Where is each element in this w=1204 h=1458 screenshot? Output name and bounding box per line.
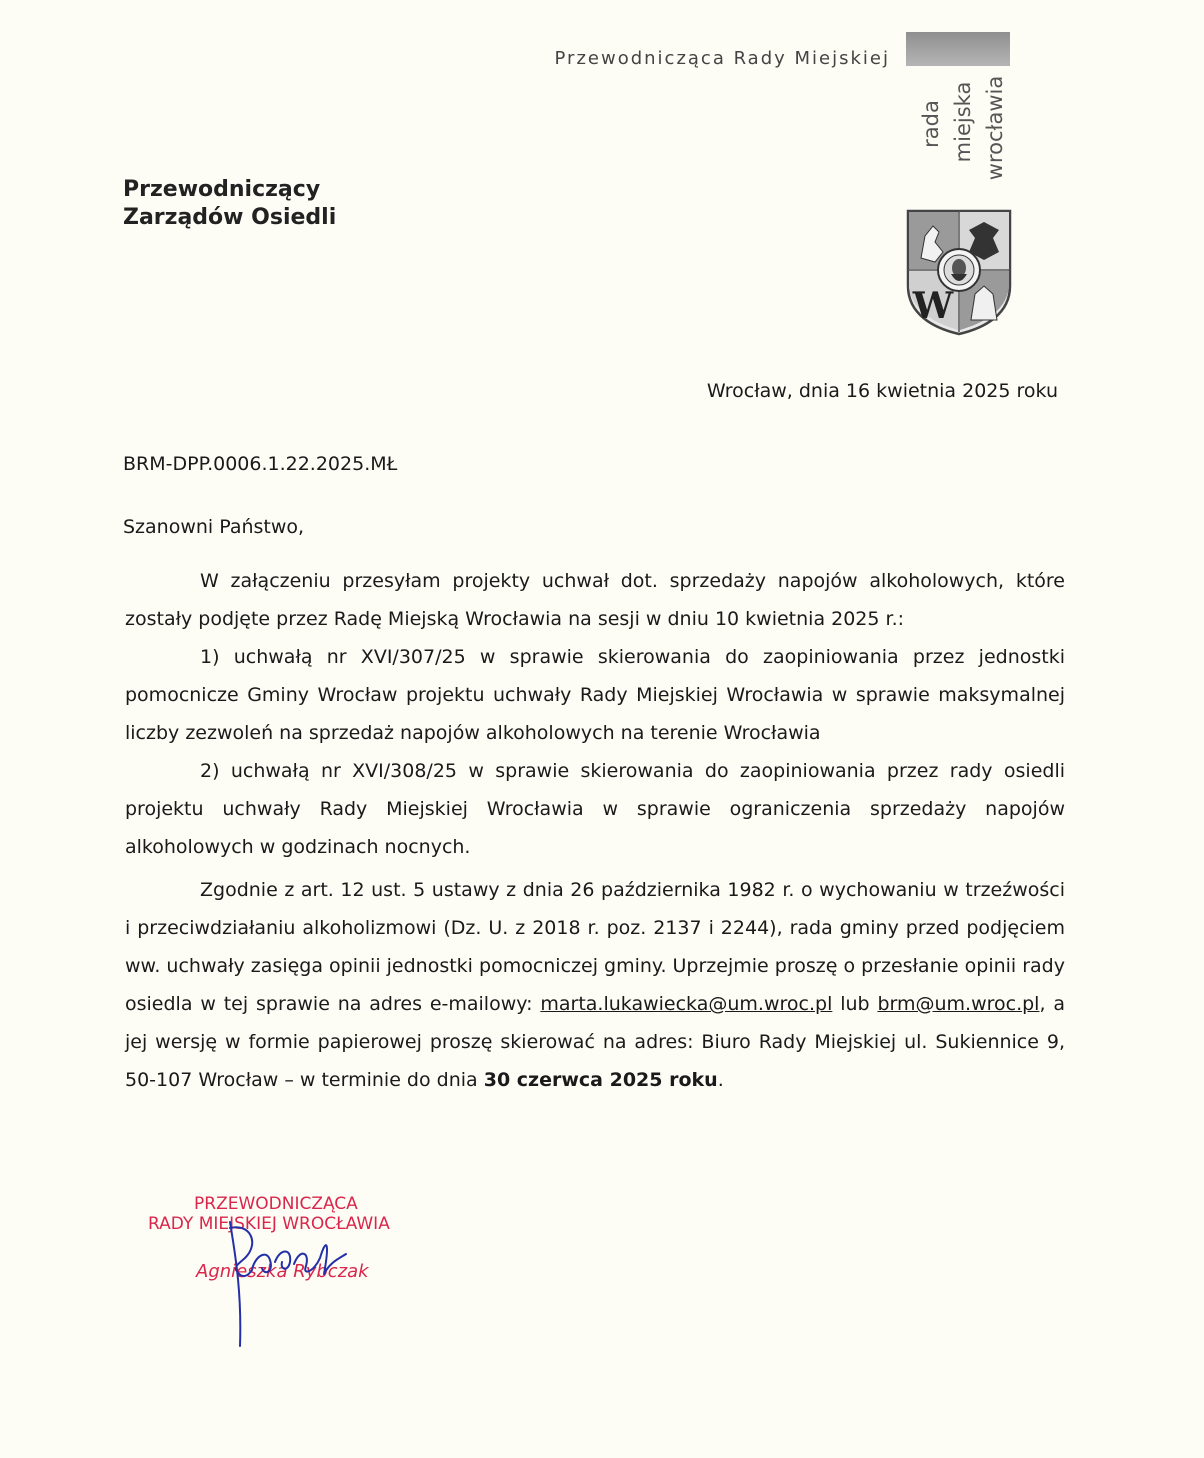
stamp-name: Agnieszka Rybczak <box>196 1261 369 1282</box>
resolution-item-1: 1) uchwałą nr XVI/307/25 w sprawie skierowania do zaopiniowania przez jednostki pomocnicze Gminy Wrocław projektu uchwały Rady Miejskiej Wrocławia w sprawie maksymalnej liczby zezwoleń na sprzedaż napojów alkoholowych na terenie Wrocławia <box>125 646 1065 744</box>
stamp-title-line-2: RADY MIEJSKIEJ WROCŁAWIA <box>148 1214 390 1234</box>
addressee-line-2: Zarządów Osiedli <box>123 205 337 230</box>
reference-number: BRM-DPP.0006.1.22.2025.MŁ <box>123 453 398 475</box>
addressee-line-1: Przewodniczący <box>123 177 321 202</box>
body-paragraph-2-start: Zgodnie z art. 12 ust. 5 ustawy z dnia 26 października 1982 r. o wychowaniu w trzeźwości i przeciwdziałaniu alkoholizmowi (Dz. U. z 2018 r. poz. 2137 i 2244), rada gminy przed podjęciem ww. uchwały zasięga opinii jednostki pomocniczej gminy. Uprzejmie proszę o przesłanie opinii rady osiedla w tej sprawie na adres e-mailowy: <box>125 879 1065 1015</box>
addressee-block <box>123 176 336 232</box>
letter-body <box>125 562 1065 1099</box>
letterhead-brand-text <box>906 70 1010 194</box>
body-paragraph-1: W załączeniu przesyłam projekty uchwał dot. sprzedaży napojów alkoholowych, które zostały podjęte przez Radę Miejską Wrocławia na sesji w dniu 10 kwietnia 2025 r.: <box>125 570 1065 630</box>
letterhead-brand-bar <box>906 32 1010 66</box>
crest-letter: W <box>912 285 954 327</box>
email-link-2[interactable]: brm@um.wroc.pl <box>877 993 1040 1015</box>
deadline-date: 30 czerwca 2025 roku <box>483 1069 718 1091</box>
letter-date: Wrocław, dnia 16 kwietnia 2025 roku <box>706 380 1058 402</box>
stamp-title-line-1: PRZEWODNICZĄCA <box>194 1194 358 1214</box>
body-paragraph-2-or: lub <box>832 993 878 1015</box>
email-link-1[interactable]: marta.lukawiecka@um.wroc.pl <box>540 993 833 1015</box>
body-paragraph-2 <box>125 871 1065 1099</box>
letterhead-title: Przewodnicząca Rady Miejskiej <box>554 48 890 69</box>
body-paragraph-2-end: . <box>717 1069 724 1091</box>
brand-line-2: miejska <box>951 81 975 163</box>
brand-line-3: wrocławia <box>983 75 1007 181</box>
handwritten-signature <box>190 1218 380 1348</box>
body-paragraph-2-mid: , a jej wersję w formie papierowej proszę skierować na adres: Biuro Rady Miejskiej ul. Sukiennice 9, 50-107 Wrocław – w terminie do dnia <box>125 993 1066 1091</box>
resolution-item-2: 2) uchwałą nr XVI/308/25 w sprawie skierowania do zaopiniowania przez rady osiedli projektu uchwały Rady Miejskiej Wrocławia w sprawie ograniczenia sprzedaży napojów alkoholowych w godzinach nocnych. <box>125 760 1065 858</box>
city-crest-icon <box>905 208 1013 336</box>
salutation: Szanowni Państwo, <box>123 516 305 538</box>
brand-line-1: rada <box>919 100 943 148</box>
